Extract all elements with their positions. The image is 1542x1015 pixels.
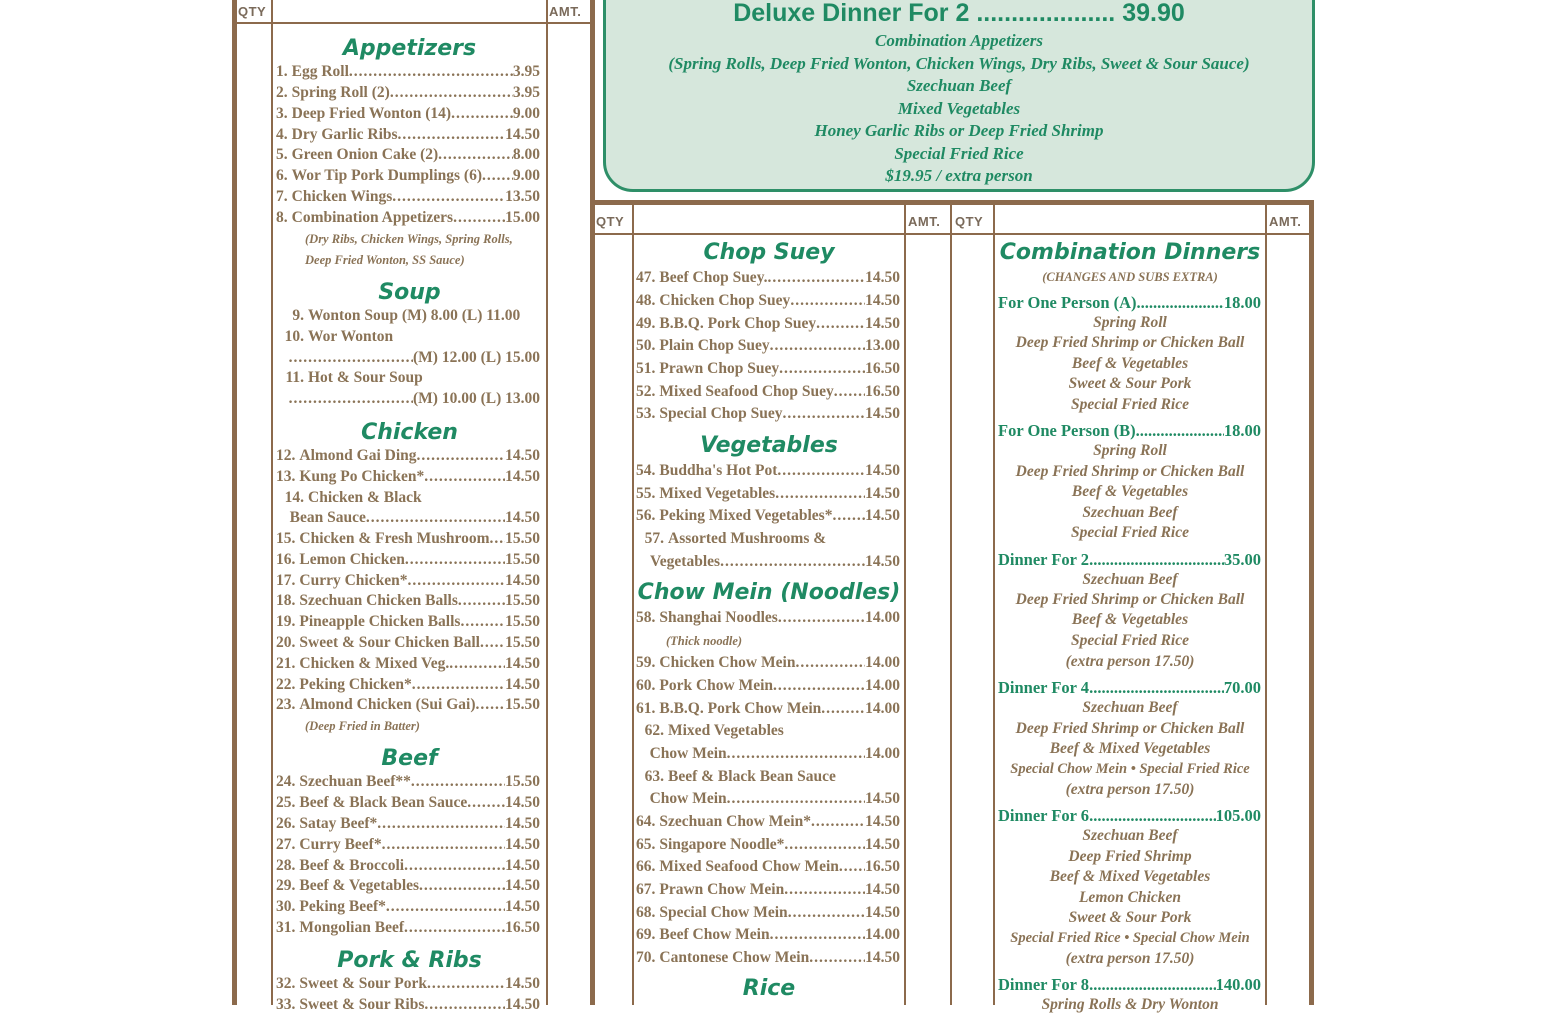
- menu-item: 25. Beef & Black Bean Sauce ..... 14.50: [276, 793, 540, 813]
- menu-item: 17. Curry Chicken* ..... 14.50: [276, 571, 540, 591]
- combo-line: Special Fried Rice: [1071, 396, 1189, 413]
- menu-item: 61. B.B.Q. Pork Chow Mein ..... 14.00: [636, 699, 900, 719]
- combo-line: Sweet & Sour Pork: [1068, 909, 1192, 926]
- deluxe-line: (Spring Rolls, Deep Fried Wonton, Chicken Wings, Dry Ribs, Sweet & Sour Sauce): [668, 54, 1250, 73]
- menu-item: ..... (M) 12.00 (L) 15.00: [276, 348, 540, 368]
- item-note: (Thick noodle): [666, 634, 743, 648]
- menu-item: 27. Curry Beef* ..... 14.50: [276, 835, 540, 855]
- menu-item: 54. Buddha's Hot Pot ..... 14.50: [636, 461, 900, 481]
- menu-item: 18. Szechuan Chicken Balls ..... 15.50: [276, 591, 540, 611]
- menu-item: 55. Mixed Vegetables ..... 14.50: [636, 484, 900, 504]
- menu-item: 8. Combination Appetizers ..... 15.00: [276, 208, 540, 228]
- combo-line: Szechuan Beef: [1082, 504, 1178, 521]
- combo-line: Spring Rolls & Dry Wonton: [1041, 996, 1219, 1013]
- menu-item: Bean Sauce ..... 14.50: [276, 508, 540, 528]
- combo-line: Spring Roll: [1093, 314, 1167, 331]
- section-title-chicken: Chicken: [361, 420, 458, 445]
- combo-line: Lemon Chicken: [1078, 889, 1182, 906]
- combo-line: Deep Fried Shrimp: [1068, 848, 1192, 865]
- section-title-appetizers: Appetizers: [342, 36, 477, 61]
- deluxe-line: $19.95 / extra person: [885, 166, 1033, 185]
- menu-item: 32. Sweet & Sour Pork ..... 14.50: [276, 974, 540, 994]
- deluxe-line: Szechuan Beef: [906, 76, 1012, 95]
- menu-item: Vegetables ..... 14.50: [636, 552, 900, 572]
- combo-line: Deep Fried Shrimp or Chicken Ball: [1015, 463, 1245, 480]
- section-title-combination-dinners: Combination Dinners: [999, 240, 1261, 265]
- menu-item: 7. Chicken Wings ..... 13.50: [276, 187, 540, 207]
- amt-header: AMT.: [549, 4, 582, 19]
- menu-item: 68. Special Chow Mein ..... 14.50: [636, 903, 900, 923]
- menu-item: 62. Mixed Vegetables: [644, 722, 784, 739]
- section-title-pork-ribs: Pork & Ribs: [337, 948, 482, 973]
- combo-heading: Dinner For 8 ..... 140.00: [998, 975, 1261, 995]
- combo-line: Szechuan Beef: [1082, 571, 1178, 588]
- menu-item: Chow Mein ..... 14.00: [636, 744, 900, 764]
- menu-item: 6. Wor Tip Pork Dumplings (6) ..... 9.00: [276, 166, 540, 186]
- menu-item: 52. Mixed Seafood Chop Suey ..... 16.50: [636, 382, 900, 402]
- menu-item: 23. Almond Chicken (Sui Gai) ..... 15.50: [276, 695, 540, 715]
- menu-item: 47. Beef Chop Suey. ..... 14.50: [636, 268, 900, 288]
- combo-line: Deep Fried Shrimp or Chicken Ball: [1015, 720, 1245, 737]
- combo-line: (extra person 17.50): [1065, 781, 1195, 798]
- combo-line: Spring Roll: [1093, 442, 1167, 459]
- deluxe-line: Mixed Vegetables: [897, 99, 1021, 118]
- menu-item: 59. Chicken Chow Mein ..... 14.00: [636, 653, 900, 673]
- menu-item: 56. Peking Mixed Vegetables* ..... 14.50: [636, 506, 900, 526]
- menu-item: 26. Satay Beef* ..... 14.50: [276, 814, 540, 834]
- menu-item: 53. Special Chop Suey ..... 14.50: [636, 404, 900, 424]
- menu-item: Chow Mein ..... 14.50: [636, 789, 900, 809]
- amt-header: AMT.: [1269, 214, 1302, 229]
- menu-item: 33. Sweet & Sour Ribs ..... 14.50: [276, 995, 540, 1015]
- menu-item: 5. Green Onion Cake (2) ..... 8.00: [276, 145, 540, 165]
- deluxe-title: Deluxe Dinner For 2 .................... 39.90: [733, 0, 1185, 27]
- deluxe-line: Combination Appetizers: [875, 31, 1043, 50]
- combo-heading: For One Person (A) ..... 18.00: [998, 293, 1261, 313]
- menu-item: 57. Assorted Mushrooms &: [644, 530, 827, 547]
- combo-line: Beef & Mixed Vegetables: [1049, 868, 1211, 885]
- deluxe-dinner-box: [603, 0, 1315, 192]
- menu-item: 64. Szechuan Chow Mein* ..... 14.50: [636, 812, 900, 832]
- menu-item: 28. Beef & Broccoli ..... 14.50: [276, 856, 540, 876]
- section-title-vegetables: Vegetables: [700, 433, 838, 458]
- menu-item: 3. Deep Fried Wonton (14) ..... 9.00: [276, 104, 540, 124]
- combo-line: Sweet & Sour Pork: [1068, 375, 1192, 392]
- menu-item: 21. Chicken & Mixed Veg. ..... 14.50: [276, 654, 540, 674]
- menu-item: 12. Almond Gai Ding ..... 14.50: [276, 446, 540, 466]
- menu-item: 13. Kung Po Chicken* ..... 14.50: [276, 467, 540, 487]
- deluxe-line: Special Fried Rice: [894, 144, 1024, 163]
- qty-header: QTY: [596, 214, 625, 229]
- menu-item: 31. Mongolian Beef ..... 16.50: [276, 918, 540, 938]
- section-title-soup: Soup: [378, 280, 441, 305]
- combo-line: Special Fried Rice: [1071, 632, 1189, 649]
- combo-heading: Dinner For 4 ..... 70.00: [998, 678, 1261, 698]
- menu-item: 4. Dry Garlic Ribs ..... 14.50: [276, 125, 540, 145]
- item-note: Deep Fried Wonton, SS Sauce): [305, 253, 465, 267]
- menu-item: 51. Prawn Chop Suey ..... 16.50: [636, 359, 900, 379]
- menu-item: 15. Chicken & Fresh Mushroom ..... 15.50: [276, 529, 540, 549]
- combo-line: Szechuan Beef: [1082, 827, 1178, 844]
- menu-item: 20. Sweet & Sour Chicken Ball ..... 15.50: [276, 633, 540, 653]
- combo-heading: Dinner For 2 ..... 35.00: [998, 550, 1261, 570]
- menu-item: ..... (M) 10.00 (L) 13.00: [276, 389, 540, 409]
- menu-item: 1. Egg Roll ..... 3.95: [276, 62, 540, 82]
- menu-item: 50. Plain Chop Suey ..... 13.00: [636, 336, 900, 356]
- combo-line: Beef & Mixed Vegetables: [1049, 740, 1211, 757]
- combo-line: Deep Fried Shrimp or Chicken Ball: [1015, 591, 1245, 608]
- menu-item: 16. Lemon Chicken ..... 15.50: [276, 550, 540, 570]
- combo-line: (extra person 17.50): [1065, 950, 1195, 967]
- section-title-beef: Beef: [381, 746, 438, 771]
- combo-line: Special Fried Rice: [1071, 524, 1189, 541]
- deluxe-line: Honey Garlic Ribs or Deep Fried Shrimp: [814, 121, 1104, 140]
- menu-item: 24. Szechuan Beef** ..... 15.50: [276, 772, 540, 792]
- section-title-rice: Rice: [742, 976, 796, 1001]
- menu-item: 29. Beef & Vegetables ..... 14.50: [276, 876, 540, 896]
- combo-line: Szechuan Beef: [1082, 699, 1178, 716]
- menu-item: 10. Wor Wonton: [284, 328, 394, 345]
- qty-header: QTY: [238, 4, 267, 19]
- combo-line: (extra person 17.50): [1065, 653, 1195, 670]
- combo-line: Beef & Vegetables: [1071, 483, 1189, 500]
- combo-line: Special Chow Mein • Special Fried Rice: [1010, 761, 1250, 777]
- combo-heading: For One Person (B) ..... 18.00: [998, 421, 1261, 441]
- combo-line: Deep Fried Shrimp or Chicken Ball: [1015, 334, 1245, 351]
- combo-line: Beef & Vegetables: [1071, 355, 1189, 372]
- item-note: (Dry Ribs, Chicken Wings, Spring Rolls,: [305, 232, 513, 246]
- combo-line: Beef & Vegetables: [1071, 611, 1189, 628]
- combo-line: Special Fried Rice • Special Chow Mein: [1010, 930, 1250, 946]
- combo-heading: Dinner For 6 ..... 105.00: [998, 806, 1261, 826]
- menu-item: 63. Beef & Black Bean Sauce: [644, 768, 836, 785]
- menu-item: 69. Beef Chow Mein ..... 14.00: [636, 925, 900, 945]
- menu-item: 60. Pork Chow Mein ..... 14.00: [636, 676, 900, 696]
- menu-item: 65. Singapore Noodle* ..... 14.50: [636, 835, 900, 855]
- menu-item: 30. Peking Beef* ..... 14.50: [276, 897, 540, 917]
- menu-item: 67. Prawn Chow Mein ..... 14.50: [636, 880, 900, 900]
- menu-item: 2. Spring Roll (2) ..... 3.95: [276, 83, 540, 103]
- menu-item: 9. Wonton Soup (M) 8.00 (L) 11.00: [292, 307, 521, 324]
- section-title-chop-suey: Chop Suey: [703, 240, 835, 265]
- menu-item: 58. Shanghai Noodles ..... 14.00: [636, 608, 900, 628]
- menu-item: 11. Hot & Sour Soup: [285, 369, 423, 386]
- item-note: (Deep Fried in Batter): [305, 719, 420, 733]
- amt-header: AMT.: [908, 214, 941, 229]
- menu-item: 66. Mixed Seafood Chow Mein ..... 16.50: [636, 857, 900, 877]
- section-title-chow-mein: Chow Mein (Noodles): [637, 580, 901, 605]
- menu-item: 48. Chicken Chop Suey ..... 14.50: [636, 291, 900, 311]
- menu-item: 19. Pineapple Chicken Balls ..... 15.50: [276, 612, 540, 632]
- menu-item: 70. Cantonese Chow Mein ..... 14.50: [636, 948, 900, 968]
- combo-subtitle: (CHANGES AND SUBS EXTRA): [1042, 270, 1218, 284]
- qty-header: QTY: [955, 214, 984, 229]
- menu-item: 22. Peking Chicken* ..... 14.50: [276, 675, 540, 695]
- menu-item: 14. Chicken & Black: [284, 489, 422, 506]
- menu-item: 49. B.B.Q. Pork Chop Suey ..... 14.50: [636, 314, 900, 334]
